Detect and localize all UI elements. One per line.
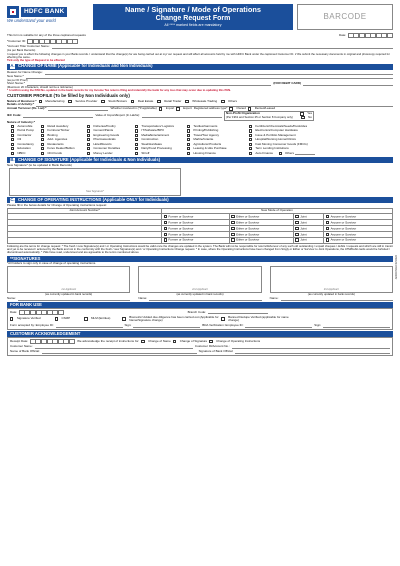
- industry-checkbox[interactable]: [249, 125, 252, 128]
- mode-checkbox[interactable]: [295, 227, 298, 230]
- new-name-note: (as per ID Proof): [7, 77, 28, 82]
- customer-id-label: *Customer ID:: [7, 38, 26, 43]
- ack-name-checkbox[interactable]: [141, 340, 144, 343]
- info-line: This form is suitable for any of the three captioned requests: [7, 32, 86, 37]
- import-label: Import: [165, 106, 175, 111]
- side-code: ADDR/SIG/CR/10/22: [395, 255, 399, 280]
- signature-2-name-label: Name:: [138, 295, 148, 300]
- industry-label: Steel/Hardware: [141, 141, 163, 146]
- mode-option[interactable]: [324, 237, 393, 243]
- section-a-header[interactable]: [7, 64, 393, 70]
- industry-label: Consultancy: [17, 141, 34, 146]
- new-signature-box[interactable]: [9, 168, 181, 196]
- industry-label: Shroff: [141, 150, 150, 155]
- industry-label: Housing Finance: [193, 150, 216, 155]
- joint-account-cell[interactable]: [8, 237, 162, 243]
- industry-label: Pharmaceuticals: [93, 137, 116, 142]
- signatures-title: **SIGNATURES: [10, 255, 41, 261]
- signature-2-name-field[interactable]: [149, 297, 261, 301]
- tick-note: Tick only the type of Request to be effected: [7, 58, 65, 63]
- owned-label: Owned: [236, 106, 246, 111]
- ack-official-sign-label: Signature of Bank Official:: [198, 348, 234, 353]
- mode-label: Former or Survivor: [168, 232, 194, 237]
- industry-label: Fertilizers/Chemicals/Seeds/Pesticides: [255, 123, 308, 128]
- new-name-label: New Name:*: [7, 74, 24, 79]
- bank-tagline: We understand your world: [7, 18, 56, 23]
- mode-label: Either or Survivor: [236, 226, 260, 231]
- value-label: Value of Import/Export (In Lakhs):: [95, 113, 140, 118]
- mode-checkbox[interactable]: [231, 233, 234, 236]
- industry-label: Advt. Agencies: [47, 137, 68, 142]
- industry-label: Auto Finance: [255, 150, 274, 155]
- bank-logo: [7, 4, 93, 30]
- industry-checkbox[interactable]: [87, 125, 90, 128]
- short-name-field-2[interactable]: [303, 82, 393, 86]
- industry-label: Leasing & Hire Purchase: [193, 145, 227, 150]
- industry-label: Forex Dealer/Bullion: [47, 145, 75, 150]
- mode-label: Former or Survivor: [168, 214, 194, 219]
- mode-option[interactable]: [229, 237, 293, 243]
- industry-label: Money Lender: [93, 150, 113, 155]
- signature-1-caption: (as currently updated in bank records): [45, 292, 93, 297]
- mode-label: Anyone or Survivor: [330, 220, 357, 225]
- industry-checkbox[interactable]: [41, 147, 44, 150]
- industry-label: Oil: [17, 137, 22, 142]
- csmp-checkbox[interactable]: [55, 317, 58, 320]
- mode-checkbox[interactable]: [326, 221, 329, 224]
- nature-option-label: Wholesale Trading: [192, 98, 218, 103]
- bank-date-boxes[interactable]: [19, 310, 64, 315]
- operating-row: [8, 237, 393, 243]
- mode-label: Former or Survivor: [168, 220, 194, 225]
- banned-checkbox[interactable]: [221, 317, 224, 320]
- industry-others-field[interactable]: [295, 151, 315, 155]
- operating-rows: [8, 214, 393, 244]
- ack-op-checkbox[interactable]: [209, 340, 212, 343]
- ack-op-label: Change of Operating Instructions: [216, 338, 261, 343]
- industry-checkbox[interactable]: [11, 138, 14, 141]
- bank-use-box: [7, 308, 393, 329]
- industry-label: Textiles/Garments: [193, 123, 218, 128]
- industry-label: Fast Moving Consumer Goods (FMCG): [255, 141, 308, 146]
- signature-3-caption: (as currently updated in bank records): [307, 292, 355, 297]
- industry-label: Chit Funds: [47, 150, 62, 155]
- import-checkbox[interactable]: [159, 107, 162, 110]
- signature-2-caption: (as currently updated in bank records): [176, 292, 224, 297]
- signature-3-placeholder: 3rd Applicant: [323, 287, 339, 291]
- new-signature-placeholder: New Signature*: [85, 189, 105, 193]
- bank-sign-field-2[interactable]: [323, 324, 390, 328]
- hdfc-logo-icon: [7, 6, 19, 18]
- ack-title: CUSTOMER ACKNOWLEDGEMENT: [10, 330, 81, 336]
- industry-label: Dairy/Food Processing: [141, 145, 172, 150]
- banned-label: Banned Dedupe Verified (applicable for name change): [228, 314, 289, 323]
- turnover-field[interactable]: [48, 107, 108, 111]
- industry-checkbox[interactable]: [187, 129, 190, 132]
- details-label: Details of Activity:*: [7, 102, 35, 107]
- industry-checkbox[interactable]: [41, 134, 44, 137]
- signature-1-name-label: Name:: [7, 295, 16, 300]
- debit-card-label: (FOR DEBIT CARD): [273, 81, 301, 86]
- account-title-field[interactable]: [52, 45, 393, 49]
- bank-name: HDFC BANK: [21, 7, 67, 16]
- industry-checkbox[interactable]: [135, 125, 138, 128]
- date-boxes[interactable]: [348, 33, 393, 38]
- ack-official-sign-field[interactable]: [235, 350, 390, 354]
- mode-checkbox[interactable]: [164, 215, 167, 218]
- industry-checkbox[interactable]: [249, 138, 252, 141]
- reason-label: Reason for Name Change:: [7, 70, 43, 75]
- industry-option[interactable]: [187, 151, 249, 156]
- industry-checkbox[interactable]: [41, 152, 44, 155]
- industry-label: Agricultural Products: [193, 141, 222, 146]
- industry-label: Broking: [47, 132, 58, 137]
- receipt-text: We acknowledge the receipt of instructions for:: [77, 338, 140, 343]
- industry-label: Engineering Goods: [93, 132, 120, 137]
- industry-label: Contractor: [17, 132, 32, 137]
- industry-checkbox[interactable]: [249, 147, 252, 150]
- industry-checkbox[interactable]: [87, 129, 90, 132]
- npo-no-checkbox[interactable]: [301, 116, 304, 119]
- mode-checkbox[interactable]: [326, 233, 329, 236]
- mode-label: Either or Survivor: [236, 220, 260, 225]
- ack-sig-label: Change of Signature: [179, 338, 208, 343]
- signature-3-name-label: Name:: [269, 295, 279, 300]
- industry-checkbox[interactable]: [187, 138, 190, 141]
- npo-note: (Per 1961 and Section 25 or Section 8 Company only): [225, 114, 293, 119]
- date-label: Date:: [338, 32, 347, 37]
- ack-customer-name-label: Customer Name:: [10, 343, 33, 348]
- biometric-checkbox[interactable]: [122, 317, 125, 320]
- industry-label: Marble/Granite: [193, 137, 214, 142]
- terms-text: Following are the terms for change request: * The fresh / new Signature(s) and / or Operating Instructions would be valid once the changes are updated in the system. The Bank will not be responsible for return/dishonour of any such old outstanding / unpaid cheques / debits / requests and which are still in transit and yet to be received / actioned by the Bank and not in the conformity with the fresh / new Signature(s) and / or Operating Instructions Change request. * In case, where the Operating Instructions have been changed from Singly or Either or Survivor to Joint Operations, the ATM/Debit cards would be forfeited / discontinued automatically. * I/We have read, understood and are agreeable to the terms mentioned above: [7, 243, 393, 255]
- industry-label: Education: [17, 145, 31, 150]
- iec-label: IEC Code:: [7, 113, 22, 118]
- operating-table: [7, 208, 393, 244]
- industry-others-label: Others: [284, 150, 294, 155]
- industry-label: Construction: [141, 137, 159, 142]
- section-a-letter: A.: [10, 63, 15, 69]
- mode-label: Anyone or Survivor: [330, 226, 357, 231]
- signature-box-3[interactable]: [270, 266, 393, 293]
- mode-checkbox[interactable]: [164, 233, 167, 236]
- signature-3-name-field[interactable]: [281, 297, 393, 301]
- industry-checkbox[interactable]: [187, 152, 190, 155]
- industry-checkbox[interactable]: [87, 138, 90, 141]
- mode-checkbox[interactable]: [164, 221, 167, 224]
- industry-label: Automobile: [17, 123, 33, 128]
- signature-1-name-field[interactable]: [18, 297, 130, 301]
- mode-label: Either or Survivor: [236, 232, 260, 237]
- industry-checkbox[interactable]: [249, 129, 252, 132]
- mode-label: Joint: [300, 232, 307, 237]
- industry-checkbox[interactable]: [87, 147, 90, 150]
- whether-label: Whether involved in (*If applicable): [110, 106, 157, 111]
- rented-label: Rented/Leased: [254, 106, 276, 111]
- nature-option-label: Stock Brokers: [108, 98, 127, 103]
- section-c-title: CHANGE OF OPERATING INSTRUCTIONS (Applicable ONLY for Individuals): [18, 196, 169, 202]
- signature-box-2[interactable]: [138, 266, 261, 293]
- nature-option-label: Manufacturing: [45, 98, 65, 103]
- industry-others-checkbox[interactable]: [279, 152, 282, 155]
- industry-checkbox[interactable]: [249, 152, 252, 155]
- mode-checkbox[interactable]: [326, 227, 329, 230]
- industry-checkbox[interactable]: [11, 125, 14, 128]
- industry-grid: [7, 124, 393, 156]
- new-name-field[interactable]: [26, 75, 393, 79]
- mlm-label: MLM (Entities): [91, 316, 111, 321]
- industry-checkbox[interactable]: [87, 152, 90, 155]
- iec-field[interactable]: [23, 114, 93, 118]
- receipt-date-label: Receipt Date:: [10, 338, 29, 343]
- short-name-label: Short Name:*: [7, 81, 26, 86]
- mode-checkbox[interactable]: [231, 215, 234, 218]
- industry-checkbox[interactable]: [87, 143, 90, 146]
- industry-checkbox[interactable]: [11, 152, 14, 155]
- bda-field[interactable]: [245, 324, 312, 328]
- mode-label: Former or Survivor: [168, 226, 194, 231]
- biometric-label: Biometric/ Added due diligence has been carried out (Applicable for Name/Signature change): [129, 314, 219, 323]
- industry-checkbox[interactable]: [135, 147, 138, 150]
- industry-label: Restaurants: [47, 141, 64, 146]
- mode-option[interactable]: [162, 237, 230, 243]
- customer-id-boxes[interactable]: [28, 39, 78, 44]
- turnover-label: Annual Turnover (Rs. Lac):*: [7, 106, 47, 111]
- npo-label: Non-Profit Organization: [225, 111, 260, 116]
- bank-date-label: Date:: [10, 309, 18, 314]
- industry-label: Retail Jewellery: [47, 123, 69, 128]
- title-line-1: Name / Signature / Mode of Operations: [125, 5, 261, 14]
- ack-box: [7, 337, 393, 356]
- bank-use-title: FOR BANK USE: [10, 301, 42, 307]
- industry-label: Printing/Publishing: [193, 128, 219, 133]
- npo-no-label: No: [308, 114, 312, 119]
- mode-label: Either or Survivor: [236, 237, 260, 242]
- declaration-text: I request you to effect the following changes in your Bank records. I understand that the change(s) for are being carried out at my/ our request and will affect all accounts held by me with HDFC Bank under the captioned Customer ID. I/ We submit the necessary documents in original and photocopy required for effecting the same.: [7, 51, 390, 59]
- ack-customer-name-field[interactable]: [35, 345, 193, 349]
- mode-checkbox[interactable]: [326, 215, 329, 218]
- mode-checkbox[interactable]: [295, 215, 298, 218]
- nature-option-label: Others: [228, 98, 238, 103]
- industry-label: IT/Software/BPO: [141, 128, 164, 133]
- ack-official-name-field[interactable]: [42, 350, 197, 354]
- account-title-label: *Account Title/ Customer Name:: [7, 43, 50, 48]
- industry-checkbox[interactable]: [187, 134, 190, 137]
- mode-checkbox[interactable]: [164, 238, 167, 241]
- industry-checkbox[interactable]: [187, 125, 190, 128]
- industry-option[interactable]: [11, 151, 41, 156]
- section-c-intro: Please fill in the below details for Change of Operating instructions request:: [7, 203, 107, 208]
- section-a-title: CHANGE OF NAME (Applicable for Individuals and Non Individuals): [18, 63, 153, 69]
- industry-label: Transportation/ Logistics: [141, 123, 174, 128]
- industry-label: Issue & Portfolio Management: [255, 132, 296, 137]
- short-name-note: (Maximum 26 Characters, should not be a nickname): [7, 85, 73, 90]
- mode-label: Anyone or Survivor: [330, 237, 357, 242]
- industry-label: Fisheries/Poultry: [93, 123, 116, 128]
- industry-label: Consumer Durables: [93, 145, 121, 150]
- industry-label: Media/Entertainment: [141, 132, 170, 137]
- industry-option[interactable]: [249, 151, 393, 156]
- industry-label: Travel/Tour Agency: [193, 132, 219, 137]
- industry-checkbox[interactable]: [135, 138, 138, 141]
- nature-option-label: Real Estate: [137, 98, 154, 103]
- form-header: [7, 4, 393, 30]
- nature-label: Nature of Business:*: [7, 98, 37, 103]
- new-signature-label: New Signature* (to be updated in Bank Records): [7, 163, 72, 168]
- industry-checkbox[interactable]: [249, 134, 252, 137]
- industry-label: Furniture/Timber: [47, 128, 70, 133]
- industry-checkbox[interactable]: [11, 134, 14, 137]
- mode-checkbox[interactable]: [231, 238, 234, 241]
- form-accepted-field[interactable]: [56, 324, 123, 328]
- industry-checkbox[interactable]: [187, 143, 190, 146]
- col-new-mode: New Mode of Operation: [162, 208, 393, 213]
- industry-label: Hospital/Nursing Home/Clinics: [255, 137, 296, 142]
- industry-checkbox[interactable]: [249, 143, 252, 146]
- receipt-date-boxes[interactable]: [30, 339, 75, 344]
- title-line-2: Change Request Form: [155, 14, 231, 22]
- ack-name-label: Change of Name: [148, 338, 171, 343]
- ack-customer-id-field[interactable]: [232, 345, 390, 349]
- industry-checkbox[interactable]: [87, 134, 90, 137]
- branch-code-label: Branch Code:: [187, 309, 206, 314]
- mode-checkbox[interactable]: [295, 221, 298, 224]
- col-joint-account: Joint Account Number*: [8, 208, 162, 213]
- mode-checkbox[interactable]: [295, 233, 298, 236]
- mode-label: Joint: [300, 237, 307, 242]
- signature-2-placeholder: 2nd Applicant: [192, 287, 208, 291]
- industry-label: Cement/Paints: [93, 128, 114, 133]
- account-title-note: (As per Bank Records): [7, 47, 36, 52]
- mode-checkbox[interactable]: [231, 221, 234, 224]
- mode-checkbox[interactable]: [164, 227, 167, 230]
- industry-label: Hotel/Resorts: [93, 141, 112, 146]
- industry-label: Nature of Industry:*: [7, 119, 36, 124]
- mode-label: Anyone or Survivor: [330, 232, 357, 237]
- reg-label: Registered address type*: [193, 106, 228, 111]
- industry-checkbox[interactable]: [11, 143, 14, 146]
- bank-sign-label-2: Sign:: [314, 322, 322, 327]
- value-field[interactable]: [142, 114, 222, 118]
- applicant-signatures: [7, 266, 393, 300]
- mode-label: Former or Survivor: [168, 237, 194, 242]
- industry-checkbox[interactable]: [135, 134, 138, 137]
- profile-title: CUSTOMER PROFILE (To be filled by Non Individuals only): [7, 93, 130, 99]
- csmp-label: CSMP: [61, 316, 71, 321]
- industry-option[interactable]: [41, 151, 87, 156]
- industry-label: Electronics/Computer Hardware: [255, 128, 298, 133]
- signature-1-placeholder: 1st Applicant: [61, 287, 77, 291]
- ack-customer-id-label: Customer ID/Account No.:: [194, 343, 230, 348]
- sig-verified-label: Signature Verified: [16, 316, 41, 321]
- bda-label: BDA Verification: Employee ID:: [202, 322, 244, 327]
- mode-label: Either or Survivor: [236, 214, 260, 219]
- mode-checkbox[interactable]: [295, 238, 298, 241]
- ack-sig-checkbox[interactable]: [173, 340, 176, 343]
- section-b-letter: B.: [10, 156, 15, 162]
- signatures-note: *All holders to sign only in case of change of operating instructions.: [7, 261, 97, 266]
- bank-sign-field-1[interactable]: [133, 324, 200, 328]
- industry-label: Petrol Pump: [17, 128, 34, 133]
- industry-checkbox[interactable]: [187, 147, 190, 150]
- industry-option[interactable]: [135, 151, 187, 156]
- industry-option[interactable]: [87, 151, 135, 156]
- nature-option-label: Retail Trader: [164, 98, 182, 103]
- industry-checkbox[interactable]: [135, 143, 138, 146]
- sig-verified-checkbox[interactable]: [10, 317, 13, 320]
- industry-checkbox[interactable]: [135, 152, 138, 155]
- export-checkbox[interactable]: [176, 107, 179, 110]
- form-title: [93, 4, 293, 30]
- mode-label: Joint: [300, 214, 307, 219]
- industry-checkbox[interactable]: [11, 147, 14, 150]
- section-c-letter: C.: [10, 196, 15, 202]
- form-accepted-label: Form accepted by: Employee ID:: [10, 322, 54, 327]
- ack-official-name-label: Name of Bank Official:: [10, 348, 40, 353]
- industry-label: NBFC: [17, 150, 26, 155]
- industry-checkbox[interactable]: [11, 129, 14, 132]
- mode-checkbox[interactable]: [231, 227, 234, 230]
- mode-label: Joint: [300, 220, 307, 225]
- export-label: Export: [183, 106, 192, 111]
- npo-yes-label: Yes: [307, 111, 312, 116]
- mlm-checkbox[interactable]: [84, 317, 87, 320]
- industry-checkbox[interactable]: [41, 138, 44, 141]
- mode-checkbox[interactable]: [326, 238, 329, 241]
- industry-checkbox[interactable]: [41, 129, 44, 132]
- section-b-title: CHANGE OF SIGNATURE (Applicable for Individuals & Non Individuals): [18, 156, 161, 162]
- mandatory-note: All **** marked fields are mandatory: [164, 22, 222, 27]
- industry-label: Term Lending Institutions: [255, 145, 289, 150]
- mode-label: Joint: [300, 226, 307, 231]
- mode-label: Anyone or Survivor: [330, 214, 357, 219]
- barcode-area: BARCODE: [297, 4, 393, 30]
- nature-option-label: Service Provider: [75, 98, 98, 103]
- signature-box-1[interactable]: [7, 266, 130, 293]
- npo-box: [224, 111, 314, 121]
- branch-code-field[interactable]: [208, 310, 268, 314]
- industry-checkbox[interactable]: [41, 143, 44, 146]
- industry-checkbox[interactable]: [41, 125, 44, 128]
- industry-checkbox[interactable]: [135, 129, 138, 132]
- bank-sign-label-1: Sign:: [124, 322, 132, 327]
- mode-option[interactable]: [293, 237, 323, 243]
- pan-note: * I confirm using the PAN No. updated in the bank records for my Income Tax returns filing and indemnify the bank for any loss that may occur due to updating this PAN.: [7, 88, 231, 93]
